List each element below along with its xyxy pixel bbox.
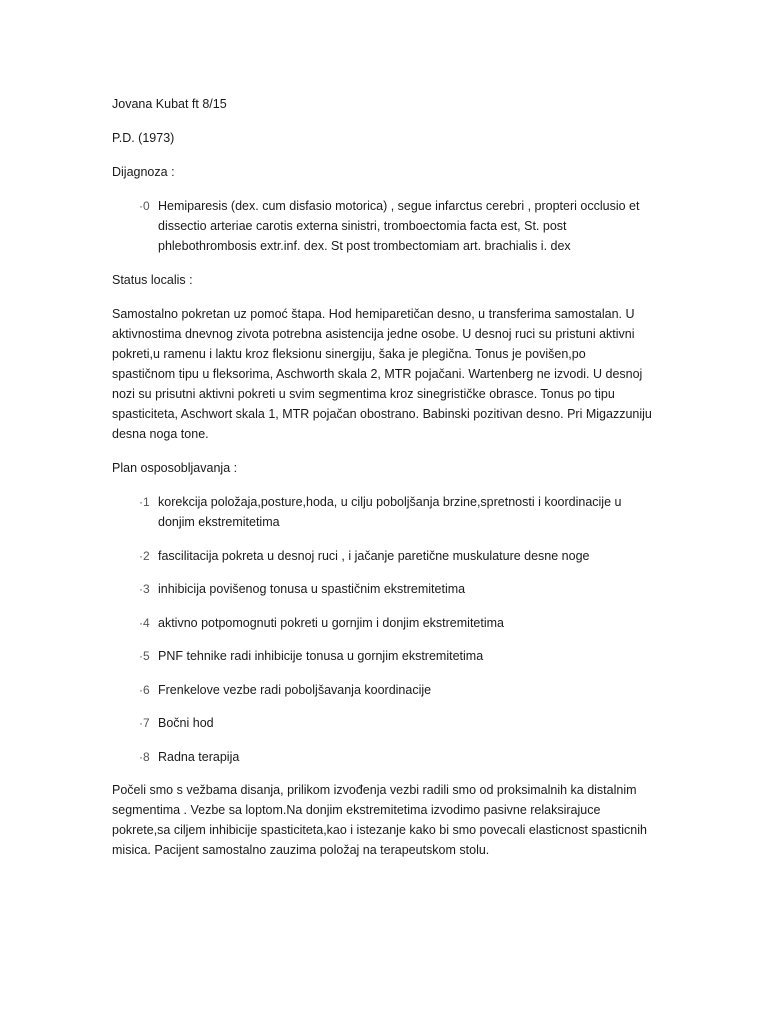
plan-bullet: ·5 [139, 649, 150, 663]
diagnosis-item [112, 196, 672, 256]
plan-item-text: donjim ekstremitetima [158, 515, 280, 529]
plan-item [112, 646, 672, 666]
diagnosis-line: dissectio arteriae carotis externa sinistri, tromboectomia facta est, St. post [158, 219, 567, 233]
plan-item [112, 579, 672, 599]
plan-item-text: Radna terapija [158, 749, 240, 764]
summary-line: segmentima . Vezbe sa loptom.Na donjim ekstremitetima izvodimo pasivne relaksirajuce [112, 803, 601, 817]
plan-bullet: ·6 [139, 682, 150, 697]
plan-item-text: Bočni hod [158, 716, 214, 730]
plan-item [112, 713, 672, 733]
summary-line: Počeli smo s vežbama disanja, prilikom izvođenja vezbi radili smo od proksimalnih ka distalnim [112, 783, 637, 797]
plan-item [112, 613, 672, 633]
plan-bullet: ·8 [139, 749, 150, 764]
plan-item-text: PNF tehnike radi inhibicije tonusa u gornjim ekstremitetima [158, 649, 484, 663]
plan-item [112, 747, 672, 767]
patient-name-line: Jovana Kubat ft 8/15 [112, 97, 227, 111]
summary-line: pokrete,sa ciljem inhibicije spasticiteta,kao i istezanje kako bi smo povecali elasticnost spasticnih [112, 823, 647, 837]
plan-item-text: fascilitacija pokreta u desnoj ruci , i jačanje paretične muskulature desne noge [158, 548, 590, 563]
status-line: spastičnom tipu u fleksorima, Aschworth skala 2, MTR pojačani. Wartenberg ne izvodi. U desnoj [112, 367, 643, 381]
diagnosis-line: phlebothrombosis extr.inf. dex. St post trombectomiam art. brachialis i. dex [158, 239, 571, 253]
plan-bullet: ·7 [139, 716, 150, 730]
status-paragraph [112, 304, 672, 444]
patient-birth-line: P.D. (1973) [112, 131, 175, 145]
plan-item-text: inhibicija povišenog tonusa u spastičnim ekstremitetima [158, 582, 466, 596]
plan-bullet: ·1 [139, 495, 150, 509]
plan-bullet: ·3 [139, 582, 150, 596]
status-line: Samostalno pokretan uz pomoć štapa. Hod hemiparetičan desno, u transferima samostalan. U [112, 307, 635, 321]
plan-bullet: ·2 [139, 548, 150, 563]
status-line: spasticiteta, Aschwort skala 1, MTR pojačan obostrano. Babinski pozitivan desno. Pri Migazzuniju [112, 407, 652, 421]
plan-item [112, 492, 672, 532]
status-heading: Status localis : [112, 273, 193, 287]
summary-paragraph [112, 780, 672, 860]
diagnosis-heading: Dijagnoza : [112, 165, 175, 179]
status-line: desna noga tone. [112, 427, 209, 441]
status-line: aktivnostima dnevnog zivota potrebna asistencija jedne osobe. U desnoj ruci su pristuni aktivni [112, 327, 635, 341]
plan-heading: Plan osposobljavanja : [112, 461, 238, 475]
status-line: nozi su prisutni aktivni pokreti u svim segmentima kroz sinegrističke obrasce. Tonus po tipu [112, 387, 615, 401]
document-page [112, 94, 672, 860]
plan-item-text: Frenkelove vezbe radi poboljšavanja koordinacije [158, 682, 432, 697]
plan-item-text: korekcija položaja,posture,hoda, u cilju poboljšanja brzine,spretnosti i koordinacije u [158, 495, 622, 509]
plan-bullet: ·4 [139, 615, 150, 630]
diagnosis-bullet: ·0 [139, 199, 150, 213]
plan-item [112, 680, 672, 700]
status-line: pokreti,u ramenu i laktu kroz fleksionu sinergiju, šaka je plegična. Tonus je povišen,po [112, 347, 586, 361]
plan-item-text: aktivno potpomognuti pokreti u gornjim i donjim ekstremitetima [158, 615, 504, 630]
diagnosis-line: Hemiparesis (dex. cum disfasio motorica) , segue infarctus cerebri , propteri occlusio et [158, 199, 640, 213]
summary-line: misica. Pacijent samostalno zauzima položaj na terapeutskom stolu. [112, 843, 490, 857]
plan-item [112, 546, 672, 566]
